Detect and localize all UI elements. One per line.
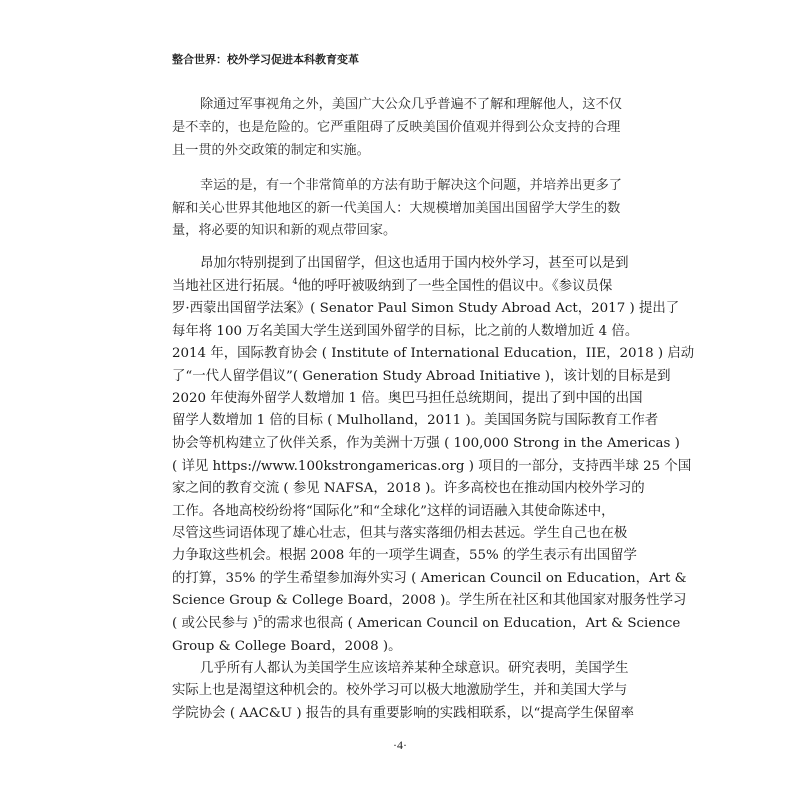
text-line: 罗·西蒙出国留学法案》( Senator Paul Simon Study Abroad Act，2017 ) 提出了	[172, 301, 680, 316]
text-line: 2020 年使海外留学人数增加 1 倍。奥巴马担任总统期间，提出了到中国的出国	[172, 391, 643, 406]
footnote-ref[interactable]: 4	[292, 277, 298, 286]
text-line: Group & College Board，2008 )。	[172, 639, 402, 654]
quote-line: 量，将必要的知识和新的观点带回家。	[172, 223, 397, 238]
text-line: ( 详见 https://www.100kstrongamericas.org ) 项目的一部分，支持西半球 25 个国	[172, 459, 692, 474]
text-line: 每年将 100 万名美国大学生送到国外留学的目标，比之前的人数增加近 4 倍。	[172, 324, 639, 339]
text-line	[172, 277, 613, 297]
text-line: 的打算，35% 的学生希望参加海外实习 ( American Council on Education，Art &	[172, 571, 687, 586]
footnote-ref[interactable]: 5	[257, 614, 264, 623]
quote-line: 除通过军事视角之外，美国广大公众几乎普遍不了解和理解他人，这不仅	[200, 97, 622, 112]
text-line: 留学人数增加 1 倍的目标 ( Mulholland，2011 )。美国国务院与国际教育工作者	[172, 413, 659, 428]
text-line: 了“一代人留学倡议”( Generation Study Abroad Initiative )，该计划的目标是到	[172, 369, 671, 384]
text-line: 实际上也是渴望这种机会的。校外学习可以极大地激励学生，并和美国大学与	[172, 683, 628, 698]
text-line	[172, 614, 681, 634]
text-line: 2014 年，国际教育协会 ( Institute of International Education，IIE，2018 ) 启动	[172, 346, 695, 361]
quote-line: 解和关心世界其他地区的新一代美国人：大规模增加美国出国留学大学生的数	[172, 201, 621, 216]
text-span: 他的呼吁被吸纳到了一些全国性的倡议中。《参议员保	[297, 279, 613, 294]
quote-line: 是不幸的，也是危险的。它严重阻碍了反映美国价值观并得到公众支持的合理	[172, 120, 621, 135]
text-line: 几乎所有人都认为美国学生应该培养某种全球意识。研究表明，美国学生	[200, 661, 629, 676]
running-header: 整合世界：校外学习促进本科教育变革	[172, 53, 359, 66]
text-line: Science Group & College Board，2008 )。学生所在社区和其他国家对服务性学习	[172, 593, 687, 608]
text-line: 力争取这些机会。根据 2008 年的一项学生调查，55% 的学生表示有出国留学	[172, 548, 637, 563]
text-line: 工作。各地高校纷纷将“国际化”和“全球化”这样的词语融入其使命陈述中，	[172, 504, 615, 519]
text-line: 学院协会 ( AAC&U ) 报告的具有重要影响的实践相联系，以“提高学生保留率	[172, 706, 635, 721]
text-span: 的需求也很高 ( American Council on Education，Art & Science	[263, 616, 681, 631]
text-span: 当地社区进行拓展。	[172, 279, 293, 294]
quote-line: 幸运的是，有一个非常简单的方法有助于解决这个问题，并培养出更多了	[200, 178, 622, 193]
text-line: 昂加尔特别提到了出国留学，但这也适用于国内校外学习，甚至可以是到	[200, 256, 629, 271]
quote-line: 且一贯的外交政策的制定和实施。	[172, 143, 370, 158]
text-line: 尽管这些词语体现了雄心壮志，但其与落实落细仍相去甚远。学生自己也在极	[172, 526, 628, 541]
page-number: ·4·	[393, 738, 407, 752]
text-line: 协会等机构建立了伙伴关系，作为美洲十万强 ( 100,000 Strong in the Americas )	[172, 436, 680, 451]
text-span: ( 或公民参与 )	[172, 616, 258, 631]
text-line: 家之间的教育交流 ( 参见 NAFSA，2018 )。许多高校也在推动国内校外学习的	[172, 481, 645, 496]
